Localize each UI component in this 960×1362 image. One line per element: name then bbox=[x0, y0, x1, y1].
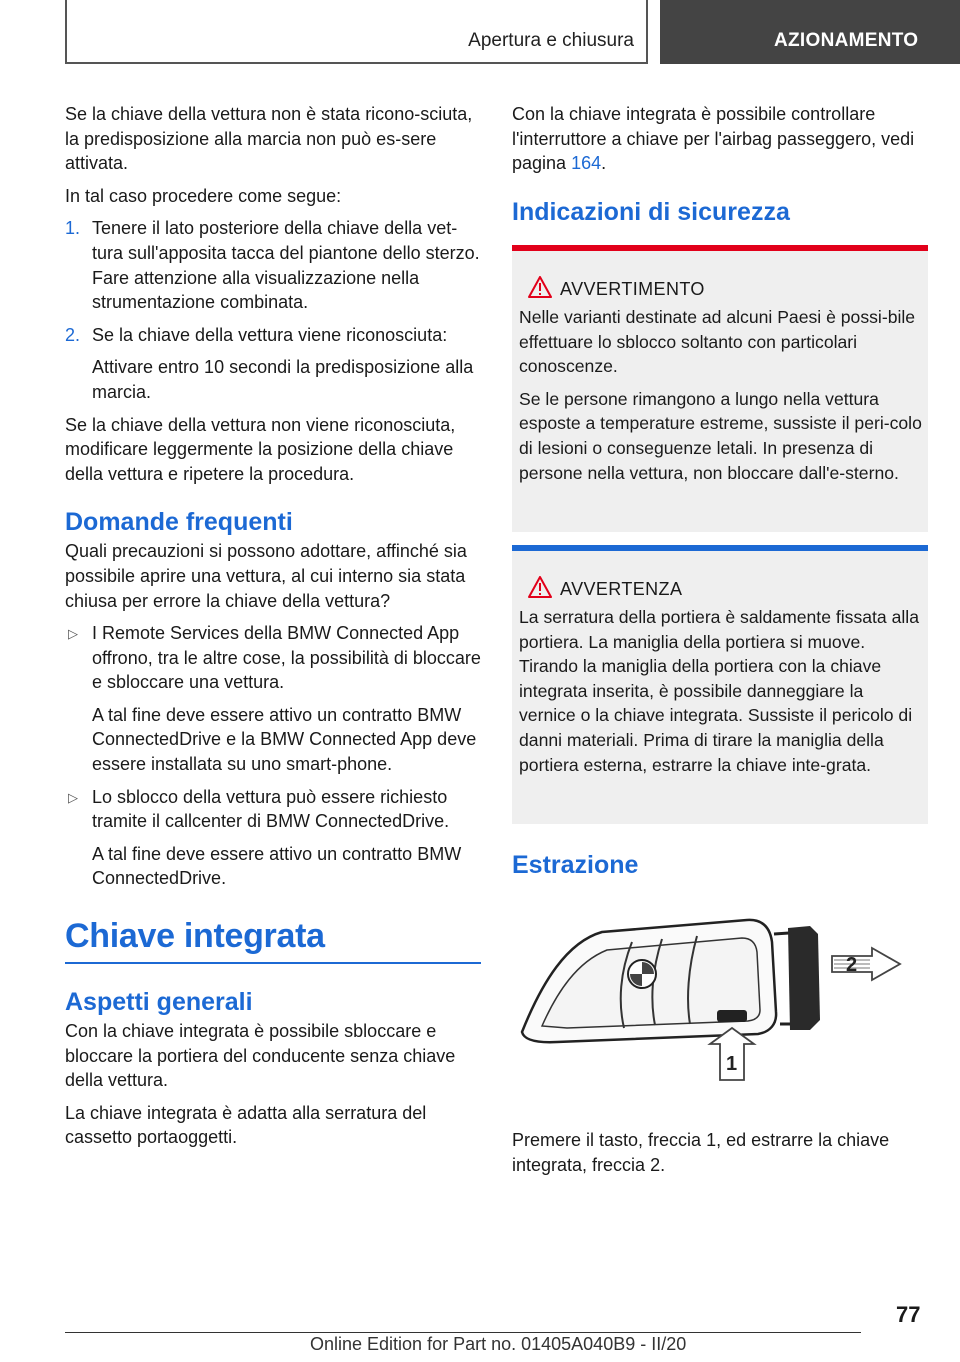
paragraph: Con la chiave integrata è possibile sbloccare e bloccare la portiera del conducente senza chiave della vettura. bbox=[65, 1021, 456, 1091]
paragraph bbox=[512, 102, 928, 176]
list-item bbox=[65, 621, 481, 777]
list-item bbox=[65, 216, 481, 314]
safety-heading: Indicazioni di sicurezza bbox=[512, 197, 790, 226]
header-chapter-tab bbox=[660, 0, 960, 64]
list-item bbox=[65, 323, 481, 405]
step-number: 2. bbox=[65, 324, 81, 345]
chapter-title: AZIONAMENTO bbox=[774, 30, 919, 51]
bullet-text: Lo sblocco della vettura può essere richiesto tramite il callcenter di BMW ConnectedDrive. bbox=[92, 786, 450, 832]
intro-text: Con la chiave integrata è possibile controllare l'interruttore a chiave per l'airbag passeggero, vedi pagina bbox=[512, 104, 915, 174]
page-link[interactable]: 164 bbox=[571, 153, 602, 174]
bullet-subtext: A tal fine deve essere attivo un contratto BMW ConnectedDrive e la BMW Connected App deve essere installata su uno smart-phone. bbox=[92, 704, 477, 775]
edition-footer: Online Edition for Part no. 01405A040B9 - II/20 bbox=[310, 1334, 687, 1354]
paragraph: La chiave integrata è adatta alla serratura del cassetto portaoggetti. bbox=[65, 1102, 427, 1148]
warning-paragraph: Nelle varianti destinate ad alcuni Paesi è possi-bile effettuare lo sblocco soltanto con particolari conoscenze. bbox=[519, 307, 916, 377]
list-item bbox=[65, 785, 481, 891]
right-column bbox=[512, 102, 928, 227]
page-number: 77 bbox=[896, 1302, 921, 1327]
integrated-key-figure bbox=[512, 912, 928, 1092]
extract-text: Premere il tasto, freccia 1, ed estrarre la chiave integrata, freccia 2. bbox=[512, 1130, 890, 1175]
footer-divider bbox=[65, 1332, 861, 1333]
sub-heading: Aspetti generali bbox=[65, 988, 253, 1017]
warning-triangle-icon bbox=[528, 576, 552, 598]
paragraph: Se la chiave della vettura non viene riconosciuta, modificare leggermente la posizione della chiave della vettura e ripetere la procedura. bbox=[65, 414, 456, 484]
caution-box bbox=[512, 545, 928, 824]
paragraph: In tal caso procedere come segue: bbox=[65, 185, 342, 206]
bullet-subtext: A tal fine deve essere attivo un contratto BMW ConnectedDrive. bbox=[92, 843, 462, 889]
caution-paragraph: La serratura della portiera è saldamente fissata alla portiera. La maniglia della portiera si muove. Tirando la maniglia della portiera con la chiave integrata inserita, è possibile danneggiare la vernice o la chiave integrata. Sussiste il pericolo di danni materiali. Prima di tirare la maniglia della portiera esterna, estrarre la chiave inte-grata. bbox=[519, 607, 919, 775]
main-heading: Chiave integrata bbox=[65, 917, 481, 964]
step-subtext: Attivare entro 10 secondi la predisposizione alla marcia. bbox=[92, 357, 474, 402]
intro-text-end: . bbox=[601, 153, 607, 174]
warning-box bbox=[512, 245, 928, 532]
caution-title bbox=[519, 575, 922, 603]
warning-title-text: AVVERTIMENTO bbox=[560, 279, 705, 299]
step-text: Se la chiave della vettura viene riconosciuta: bbox=[92, 324, 448, 345]
step-text: Tenere il lato posteriore della chiave della vet-tura sull'apposita tacca del piantone dello sterzo. Fare attenzione alla visualizzazione nella strumentazione combinata. bbox=[92, 218, 480, 313]
triangle-bullet-icon: ▷ bbox=[68, 626, 78, 642]
extract-heading: Estrazione bbox=[512, 851, 639, 879]
bullet-text: I Remote Services della BMW Connected App offrono, tra le altre cose, la possibilità di bloccare e sbloccare una vettura. bbox=[92, 623, 481, 693]
warning-paragraph: Se le persone rimangono a lungo nella vettura esposte a temperature estreme, sussiste il peri-colo di lesioni o conseguenze letali. In presenza di persone nella vettura, non bloccare dall'e-sterno. bbox=[519, 388, 922, 483]
arrow-label: 2 bbox=[846, 954, 858, 976]
paragraph: Se la chiave della vettura non è stata ricono-sciuta, la predisposizione alla marcia non può es-sere attivata. bbox=[65, 104, 473, 174]
arrow-label: 1 bbox=[726, 1053, 738, 1075]
step-number: 1. bbox=[65, 218, 81, 239]
header-section-tab bbox=[65, 0, 648, 64]
warning-triangle-icon bbox=[528, 276, 552, 298]
section-title: Apertura e chiusura bbox=[468, 30, 634, 51]
triangle-bullet-icon: ▷ bbox=[68, 789, 78, 805]
faq-heading: Domande frequenti bbox=[65, 508, 293, 537]
left-column bbox=[65, 102, 481, 1158]
warning-title bbox=[519, 275, 922, 303]
faq-question: Quali precauzioni si possono adottare, affinché sia possibile aprire una vettura, al cui interno sia stata chiusa per errore la chiave della vettura? bbox=[65, 541, 467, 611]
caution-title-text: AVVERTENZA bbox=[560, 579, 683, 599]
